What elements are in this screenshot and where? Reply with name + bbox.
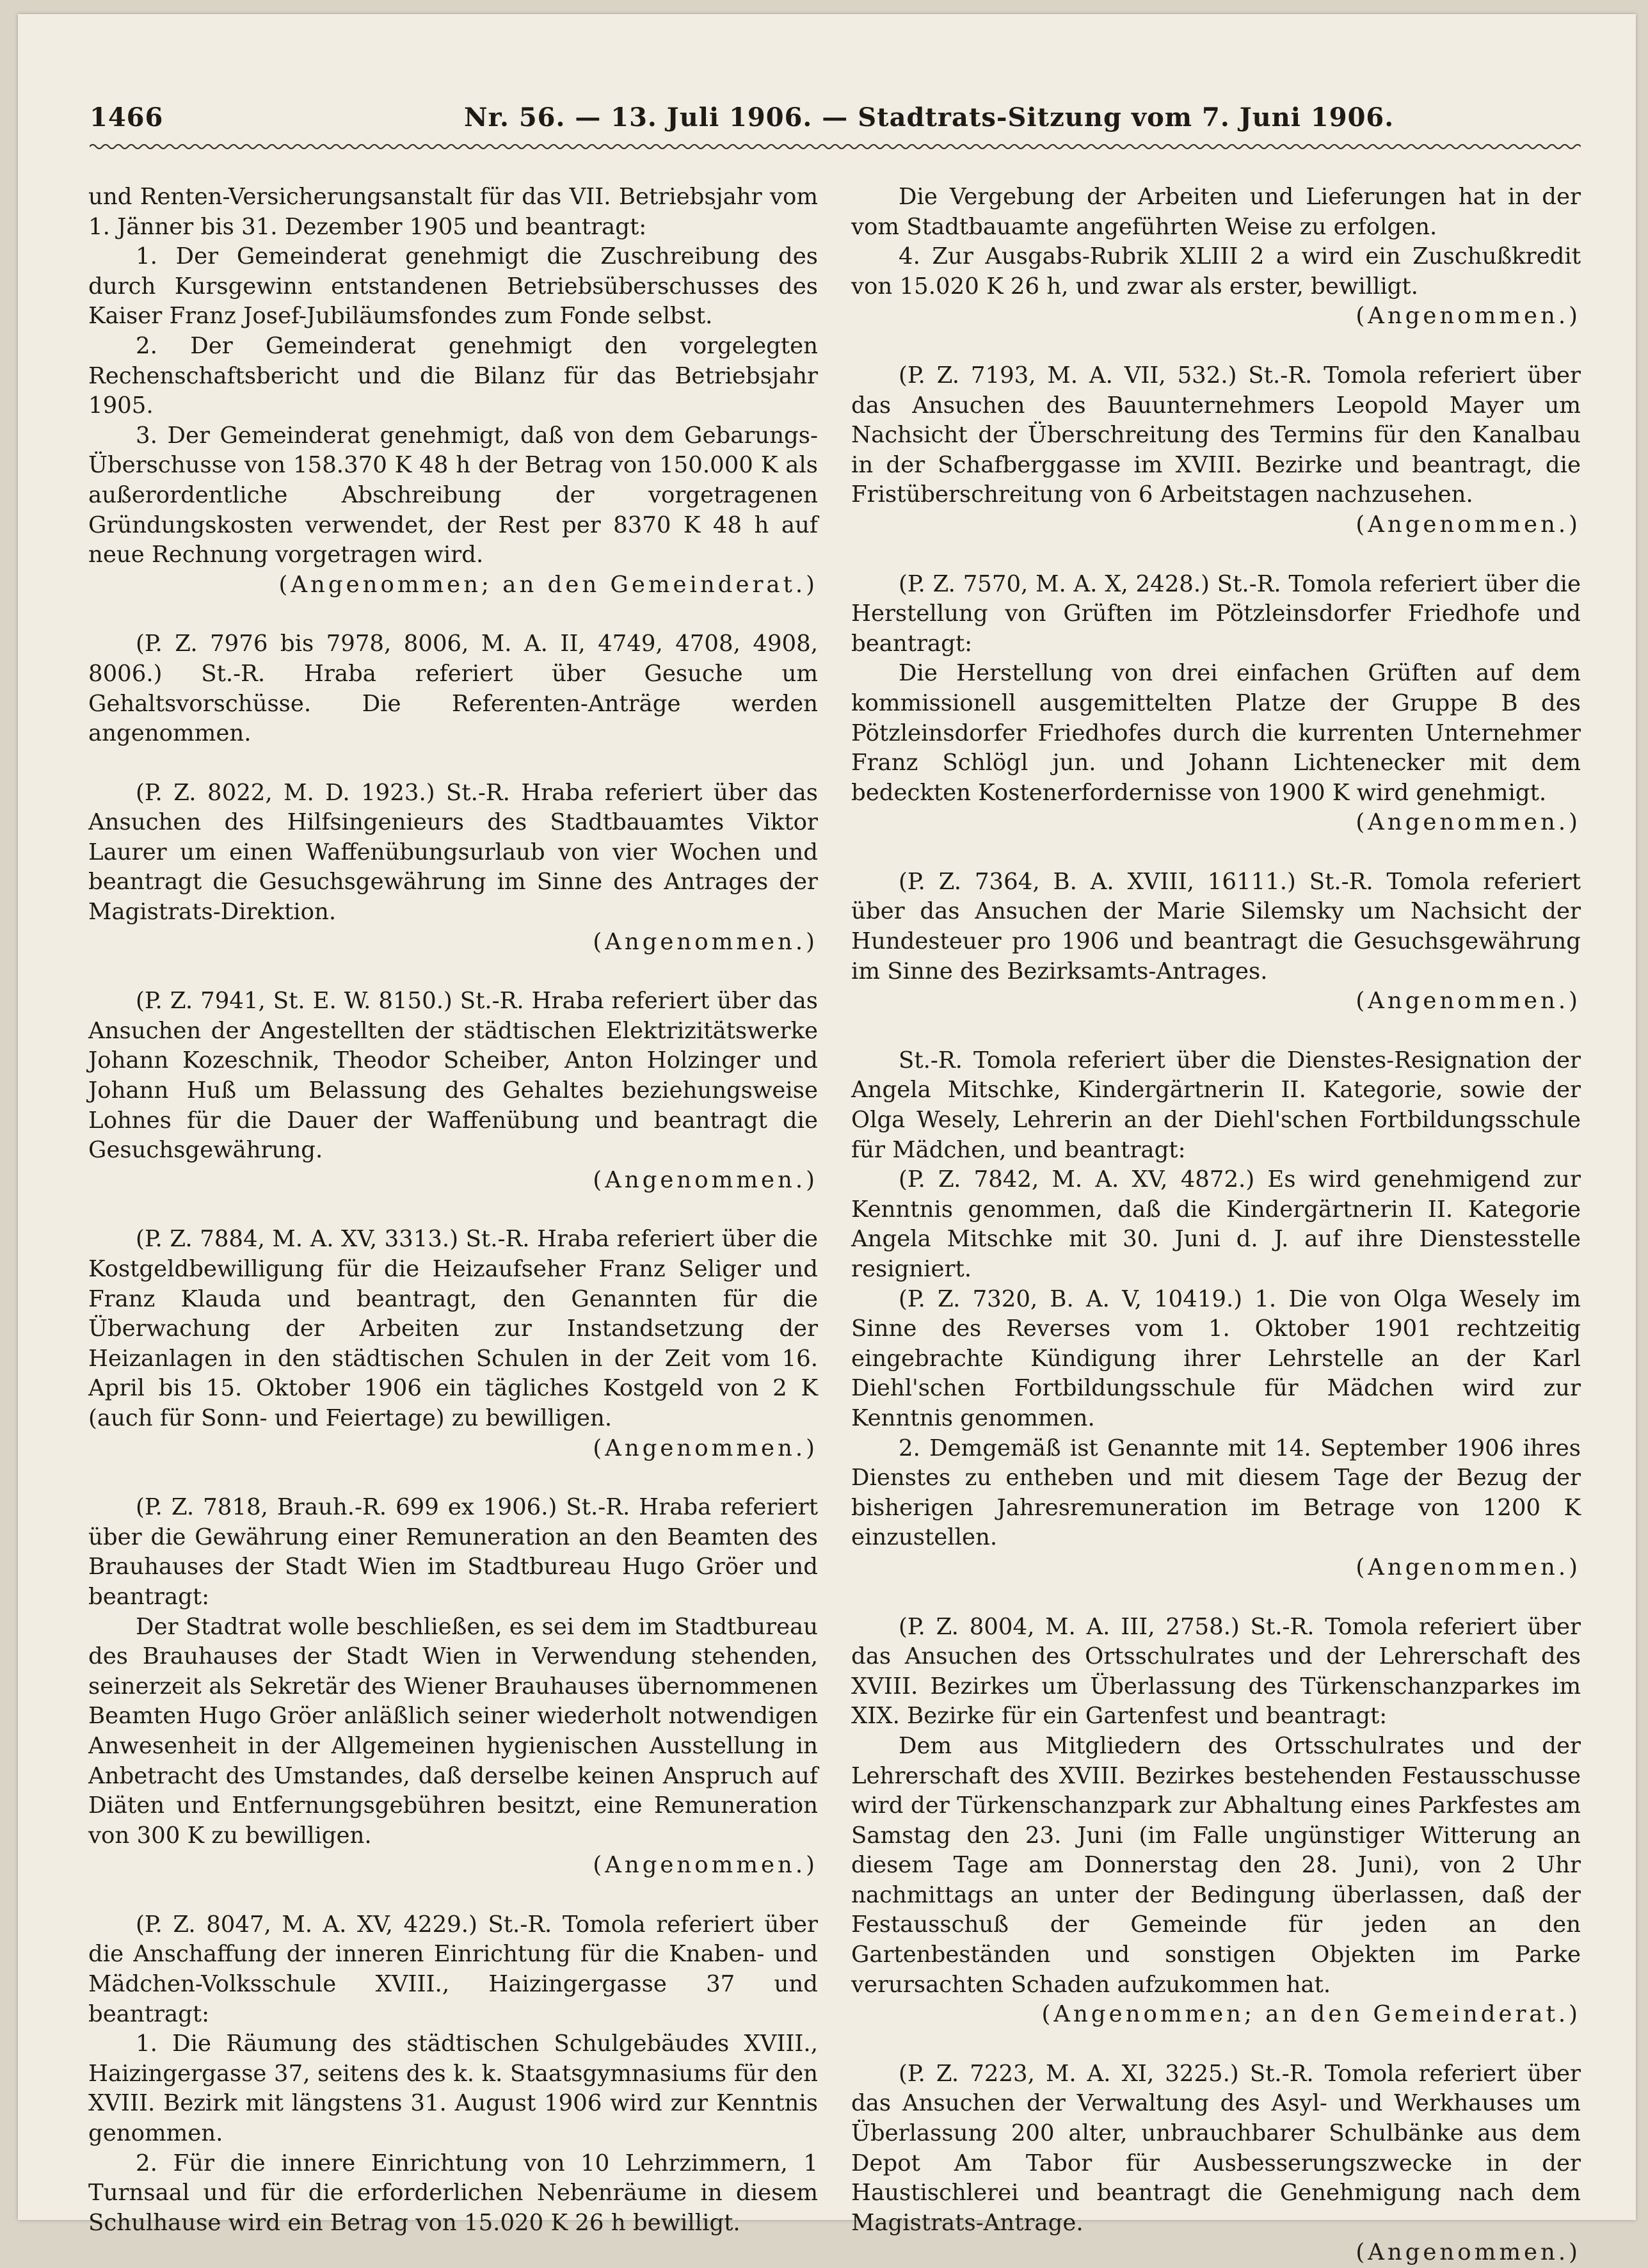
left-column xyxy=(88,182,818,2238)
paragraph: Der Stadtrat wolle beschließen, es sei dem im Stadtbureau des Brauhauses der Stadt Wien in Verwendung stehenden, seinerzeit als Sekretär des Wiener Brauhauses übernommenen Beamten Hugo Gröer anläßlich seiner wiederholt notwendigen Anwesenheit in der Allgemeinen hygienischen Ausstellung in Anbetracht des Umstandes, daß derselbe keinen Anspruch auf Diäten und Entfernungsgebühren besitzt, eine Remuneration von 300 K zu bewilligen. xyxy=(88,1613,818,1849)
verdict-note: (Angenommen.) xyxy=(1356,988,1581,1015)
paragraph: Dem aus Mitgliedern des Ortsschulrates und der Lehrerschaft des XVIII. Bezirkes bestehenden Festausschusse wird der Türkenschanzpark zur Abhaltung eines Parkfestes am Samstag den 23. Juni (im Falle ungünstiger Witterung an diesem Tage am Donnerstag den 28. Juni), von 2 Uhr nachmittags an unter der Bedingung überlassen, daß der Festausschuß der Gemeinde für jeden an den Gartenbeständen und sonstigen Objekten im Parke verursachten Schaden aufzukommen hat. xyxy=(851,1732,1581,1998)
paragraph: 1. Der Gemeinderat genehmigt die Zuschreibung des durch Kursgewinn entstandenen Betriebsüberschusses des Kaiser Franz Josef-Jubiläumsfondes zum Fonde selbst. xyxy=(88,243,818,330)
paragraph: 4. Zur Ausgabs-Rubrik XLIII 2 a wird ein Zuschußkredit von 15.020 K 26 h, und zwar als erster, bewilligt. xyxy=(851,243,1581,300)
paragraph: (P. Z. 8047, M. A. XV, 4229.) St.-R. Tomola referiert über die Anschaffung der inneren Einrichtung für die Knaben- und Mädchen-Volksschule XVIII., Haizingergasse 37 und beantragt: xyxy=(88,1911,818,2027)
verdict-note: (Angenommen.) xyxy=(1356,1554,1581,1580)
running-header xyxy=(90,102,1581,141)
paragraph: (P. Z. 7818, Brauh.-R. 699 ex 1906.) St.-R. Hraba referiert über die Gewährung einer Remuneration an den Beamten des Brauhauses der Stadt Wien im Stadtbureau Hugo Gröer und beantragt: xyxy=(88,1494,818,1610)
paragraph: (P. Z. 7941, St. E. W. 8150.) St.-R. Hraba referiert über das Ansuchen der Angestellten der städtischen Elektrizitätswerke Johann Kozeschnik, Theodor Scheiber, Anton Holzinger und Johann Huß um Belassung des Gehaltes beziehungsweise Lohnes für die Dauer der Waffenübung und beantragt die Gesuchsgewährung. xyxy=(88,988,818,1164)
paragraph: (P. Z. 7976 bis 7978, 8006, M. A. II, 4749, 4708, 4908, 8006.) St.-R. Hraba referiert über Gesuche um Gehaltsvorschüsse. Die Referenten-Anträge werden angenommen. xyxy=(88,631,818,747)
verdict-note: (Angenommen; an den Gemeinderat.) xyxy=(278,571,818,598)
paragraph: 2. Der Gemeinderat genehmigt den vorgelegten Rechenschaftsbericht und die Bilanz für das Betriebsjahr 1905. xyxy=(88,332,818,419)
issue-title: Nr. 56. — 13. Juli 1906. — Stadtrats-Sitzung vom 7. Juni 1906. xyxy=(464,102,1395,133)
verdict-note: (Angenommen.) xyxy=(593,928,818,955)
paragraph: (P. Z. 7223, M. A. XI, 3225.) St.-R. Tomola referiert über das Ansuchen der Verwaltung des Asyl- und Werkhauses um Überlassung 200 alter, unbrauchbarer Schulbänke aus dem Depot Am Tabor für Ausbesserungszwecke in der Haustischlerei und beantragt die Genehmigung nach dem Magistrats-Antrage. xyxy=(851,2060,1581,2236)
paragraph: 3. Der Gemeinderat genehmigt, daß von dem Gebarungs-Überschusse von 158.370 K 48 h der Betrag von 150.000 K als außerordentliche Abschreibung der vorgetragenen Gründungskosten verwendet, der Rest per 8370 K 48 h auf neue Rechnung vorgetragen wird. xyxy=(88,422,818,568)
verdict-note: (Angenommen.) xyxy=(593,1435,818,1461)
paragraph: (P. Z. 7570, M. A. X, 2428.) St.-R. Tomola referiert über die Herstellung von Grüften im Pötzleinsdorfer Friedhofe und beantragt: xyxy=(851,570,1581,657)
paragraph: (P. Z. 7842, M. A. XV, 4872.) Es wird genehmigend zur Kenntnis genommen, daß die Kindergärtnerin II. Kategorie Angela Mitschke mit 30. Juni d. J. auf ihre Dienstesstelle resigniert. xyxy=(851,1166,1581,1282)
paragraph: und Renten-Versicherungsanstalt für das VII. Betriebsjahr vom 1. Jänner bis 31. Dezember 1905 und beantragt: xyxy=(88,184,818,240)
right-column xyxy=(851,182,1581,2268)
verdict-note: (Angenommen.) xyxy=(593,1852,818,1879)
paragraph: 2. Demgemäß ist Genannte mit 14. September 1906 ihres Dienstes zu entheben und mit diesem Tage der Bezug der bisherigen Jahresremuneration im Betrage von 1200 K einzustellen. xyxy=(851,1435,1581,1551)
paragraph: (P. Z. 7193, M. A. VII, 532.) St.-R. Tomola referiert über das Ansuchen des Bauunternehmers Leopold Mayer um Nachsicht der Überschreitung des Termins für den Kanalbau in der Schafberggasse im XVIII. Bezirke und beantragt, die Fristüberschreitung von 6 Arbeitstagen nachzusehen. xyxy=(851,362,1581,508)
paragraph: Die Vergebung der Arbeiten und Lieferungen hat in der vom Stadtbauamte angeführten Weise zu erfolgen. xyxy=(851,184,1581,240)
page-number: 1466 xyxy=(90,102,164,133)
paragraph: (P. Z. 8022, M. D. 1923.) St.-R. Hraba referiert über das Ansuchen des Hilfsingenieurs des Stadtbauamtes Viktor Laurer um einen Waffenübungsurlaub von vier Wochen und beantragt die Gesuchsgewährung im Sinne des Antrages der Magistrats-Direktion. xyxy=(88,779,818,926)
paragraph: (P. Z. 7320, B. A. V, 10419.) 1. Die von Olga Wesely im Sinne des Reverses vom 1. Oktober 1901 rechtzeitig eingebrachte Kündigung ihrer Lehrstelle an der Karl Diehl'schen Fortbildungsschule für Mädchen wird zur Kenntnis genommen. xyxy=(851,1285,1581,1431)
paragraph: 1. Die Räumung des städtischen Schulgebäudes XVIII., Haizingergasse 37, seitens des k. k. Staatsgymnasiums für den XVIII. Bezirk mit längstens 31. August 1906 wird zur Kenntnis genommen. xyxy=(88,2031,818,2147)
verdict-note: (Angenommen.) xyxy=(1356,809,1581,836)
paragraph: 2. Für die innere Einrichtung von 10 Lehrzimmern, 1 Turnsaal und für die erforderlichen Nebenräume in diesem Schulhause wird ein Betrag von 15.020 K 26 h bewilligt. xyxy=(88,2150,818,2236)
verdict-note: (Angenommen.) xyxy=(1356,511,1581,538)
verdict-note: (Angenommen.) xyxy=(1356,2239,1581,2266)
paragraph: Die Herstellung von drei einfachen Grüften auf dem kommissionell ausgemittelten Platze der Gruppe B des Pötzleinsdorfer Friedhofes durch die kurrenten Unternehmer Franz Schlögl jun. und Johann Lichtenecker mit dem bedeckten Kostenerfordernisse von 1900 K wird genehmigt. xyxy=(851,660,1581,806)
verdict-note: (Angenommen.) xyxy=(593,1166,818,1193)
paragraph: (P. Z. 7884, M. A. XV, 3313.) St.-R. Hraba referiert über die Kostgeldbewilligung für die Heizaufseher Franz Seliger und Franz Klauda und beantragt, den Genannten für die Überwachung der Arbeiten zur Instandsetzung der Heizanlagen in den städtischen Schulen in der Zeit vom 16. April bis 15. Oktober 1906 ein tägliches Kostgeld von 2 K (auch für Sonn- und Feiertage) zu bewilligen. xyxy=(88,1226,818,1431)
paragraph: (P. Z. 7364, B. A. XVIII, 16111.) St.-R. Tomola referiert über das Ansuchen der Marie Silemsky um Nachsicht der Hundesteuer pro 1906 und beantragt die Gesuchsgewährung im Sinne des Bezirksamts-Antrages. xyxy=(851,868,1581,985)
header-wavy-rule xyxy=(90,142,1581,151)
verdict-note: (Angenommen; an den Gemeinderat.) xyxy=(1041,2001,1581,2028)
paragraph: (P. Z. 8004, M. A. III, 2758.) St.-R. Tomola referiert über das Ansuchen des Ortsschulrates und der Lehrerschaft des XVIII. Bezirkes um Überlassung des Türkenschanzparkes im XIX. Bezirke für ein Gartenfest und beantragt: xyxy=(851,1613,1581,1730)
verdict-note: (Angenommen.) xyxy=(1356,303,1581,330)
paragraph: St.-R. Tomola referiert über die Dienstes-Resignation der Angela Mitschke, Kindergärtnerin II. Kategorie, sowie der Olga Wesely, Lehrerin an der Diehl'schen Fortbildungsschule für Mädchen, und beantragt: xyxy=(851,1047,1581,1163)
